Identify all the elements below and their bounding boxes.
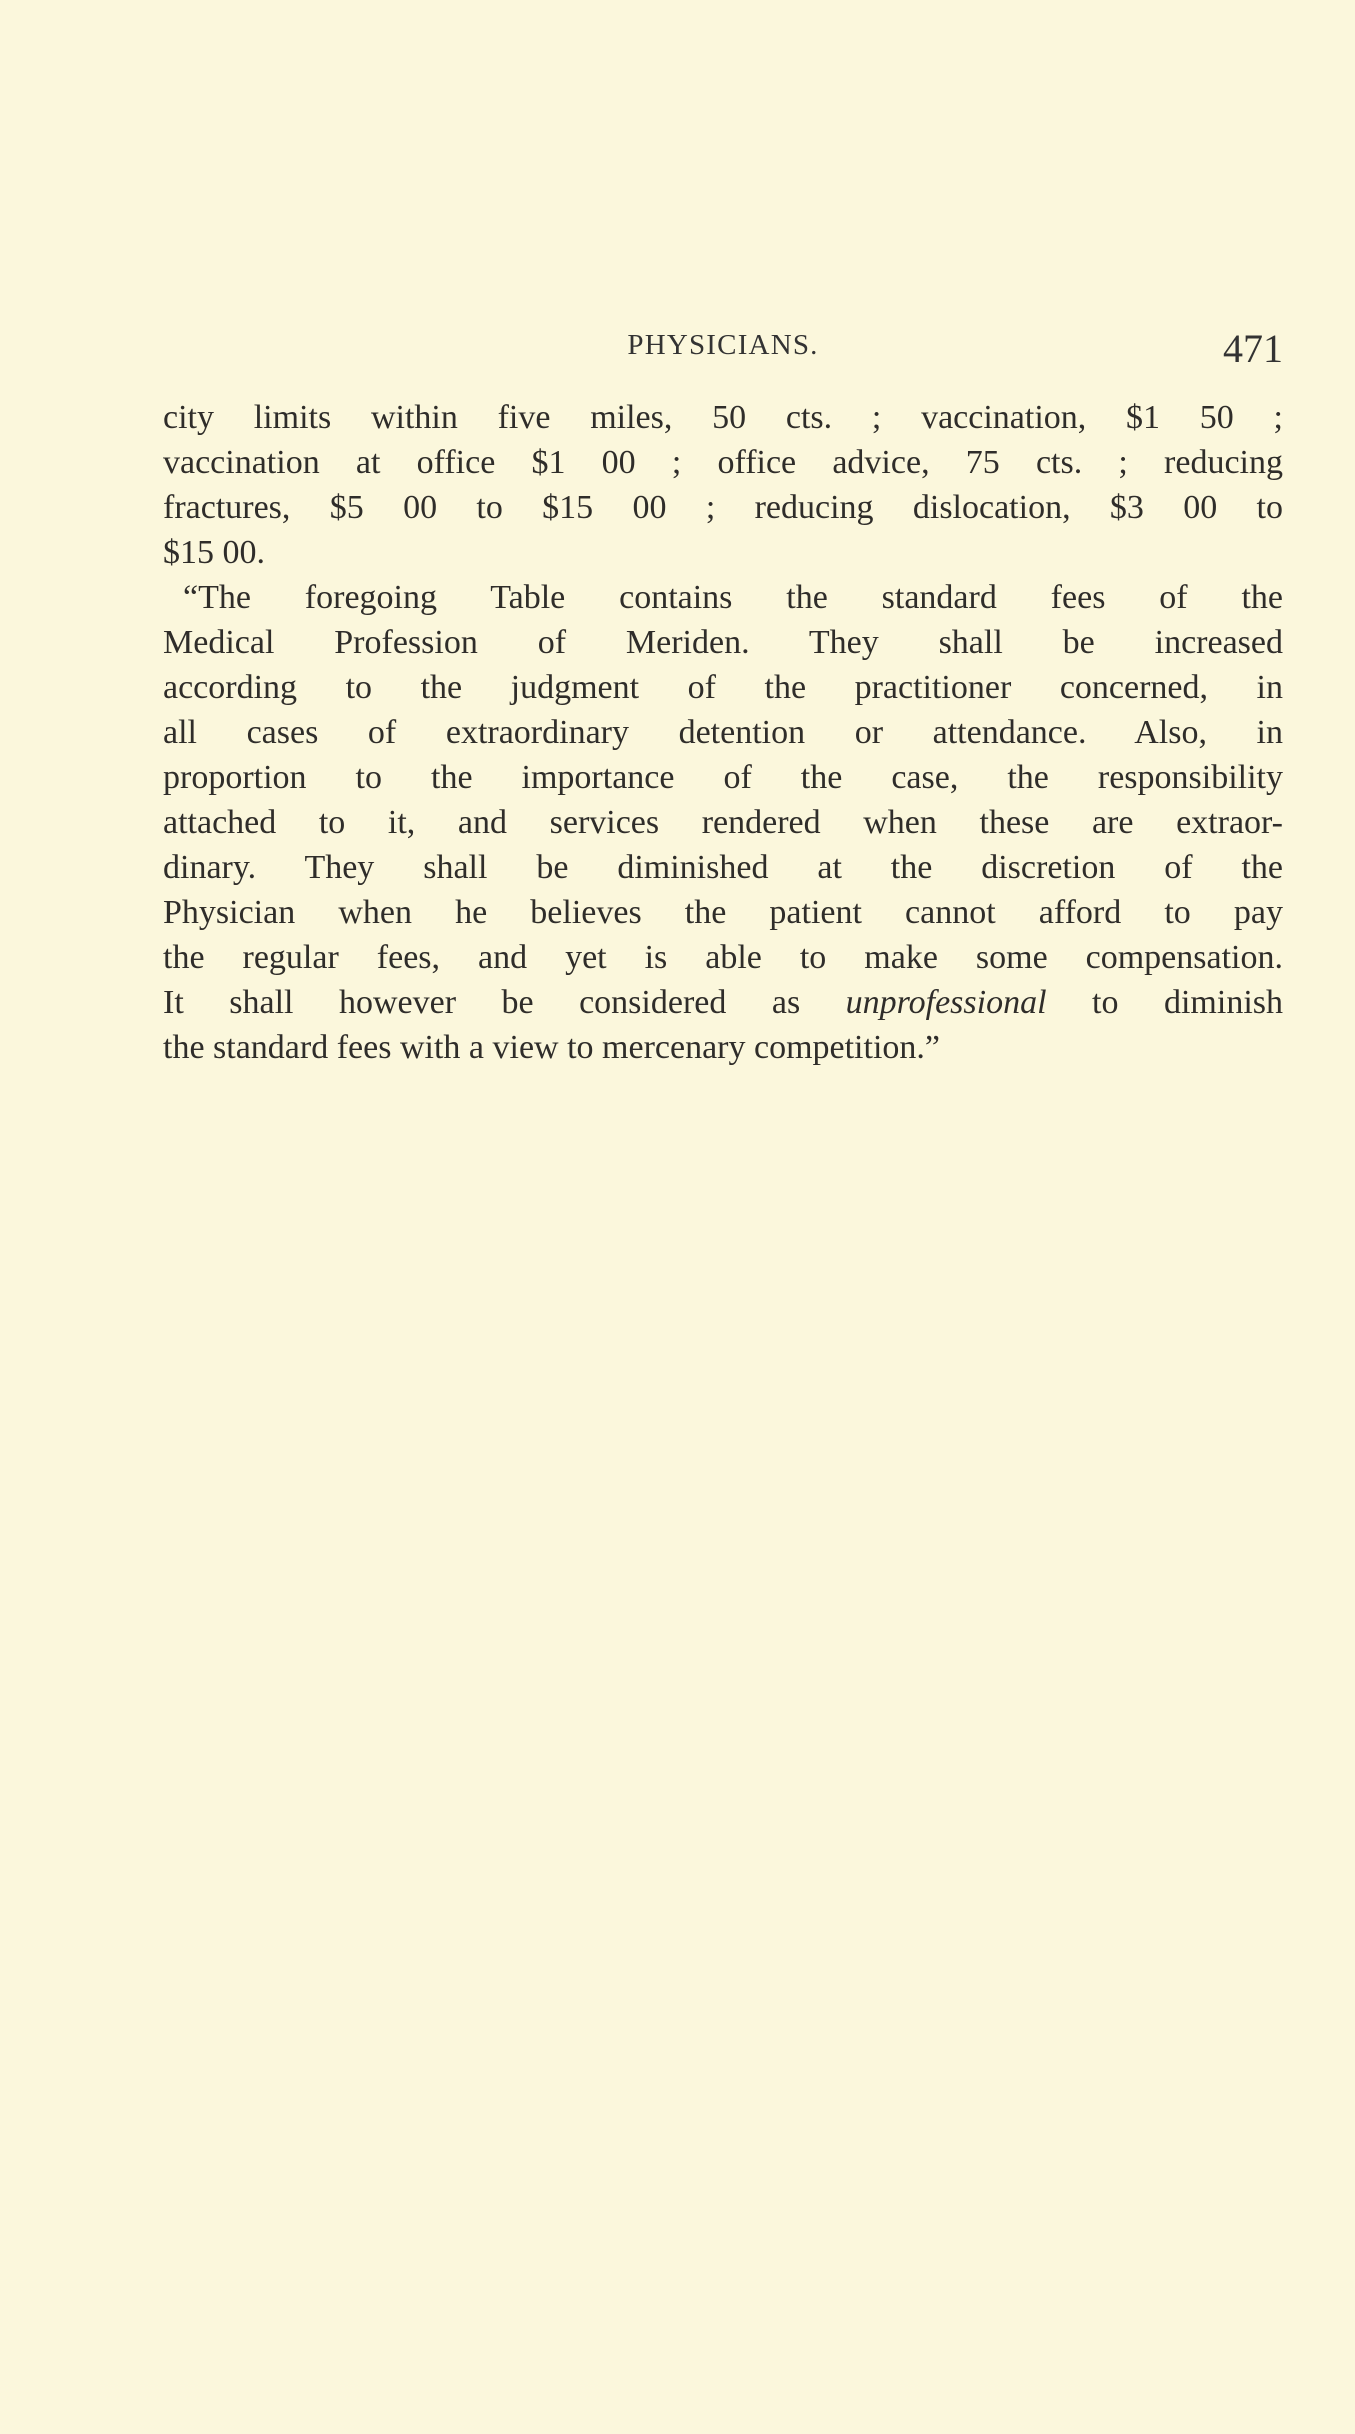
text-line: “The foregoing Table contains the standard fees of the [183,579,1283,616]
text-line: city limits within five miles, 50 cts. ; vaccination, $1 50 ; [163,399,1283,436]
italic-term: unprofessional [845,984,1047,1021]
running-title: PHYSICIANS. [627,329,819,361]
text-line: Medical Profession of Meriden. They shall be increased [163,624,1283,661]
text-line: Physician when he believes the patient cannot afford to pay [163,894,1283,931]
text-line: according to the judgment of the practitioner concerned, in [163,669,1283,706]
text-line: fractures, $5 00 to $15 00 ; reducing dislocation, $3 00 to [163,489,1283,526]
text-line: proportion to the importance of the case, the responsibility [163,759,1283,796]
text-line: all cases of extraordinary detention or attendance. Also, in [163,714,1283,751]
body-text [163,395,1283,1070]
text-line: the regular fees, and yet is able to make some compensation. [163,939,1283,976]
page-number: 471 [1223,326,1283,371]
text-segment: It shall however be considered as [163,984,846,1021]
text-line: dinary. They shall be diminished at the discretion of the [163,849,1283,886]
text-line: attached to it, and services rendered when these are extraor- [163,804,1283,841]
running-head [163,325,1283,375]
text-line [163,980,1283,1025]
text-segment: to diminish [1046,984,1283,1021]
text-line: $15 00. [163,534,265,571]
text-line: the standard fees with a view to mercenary competition.” [163,1029,940,1066]
text-line: vaccination at office $1 00 ; office advice, 75 cts. ; reducing [163,444,1283,481]
